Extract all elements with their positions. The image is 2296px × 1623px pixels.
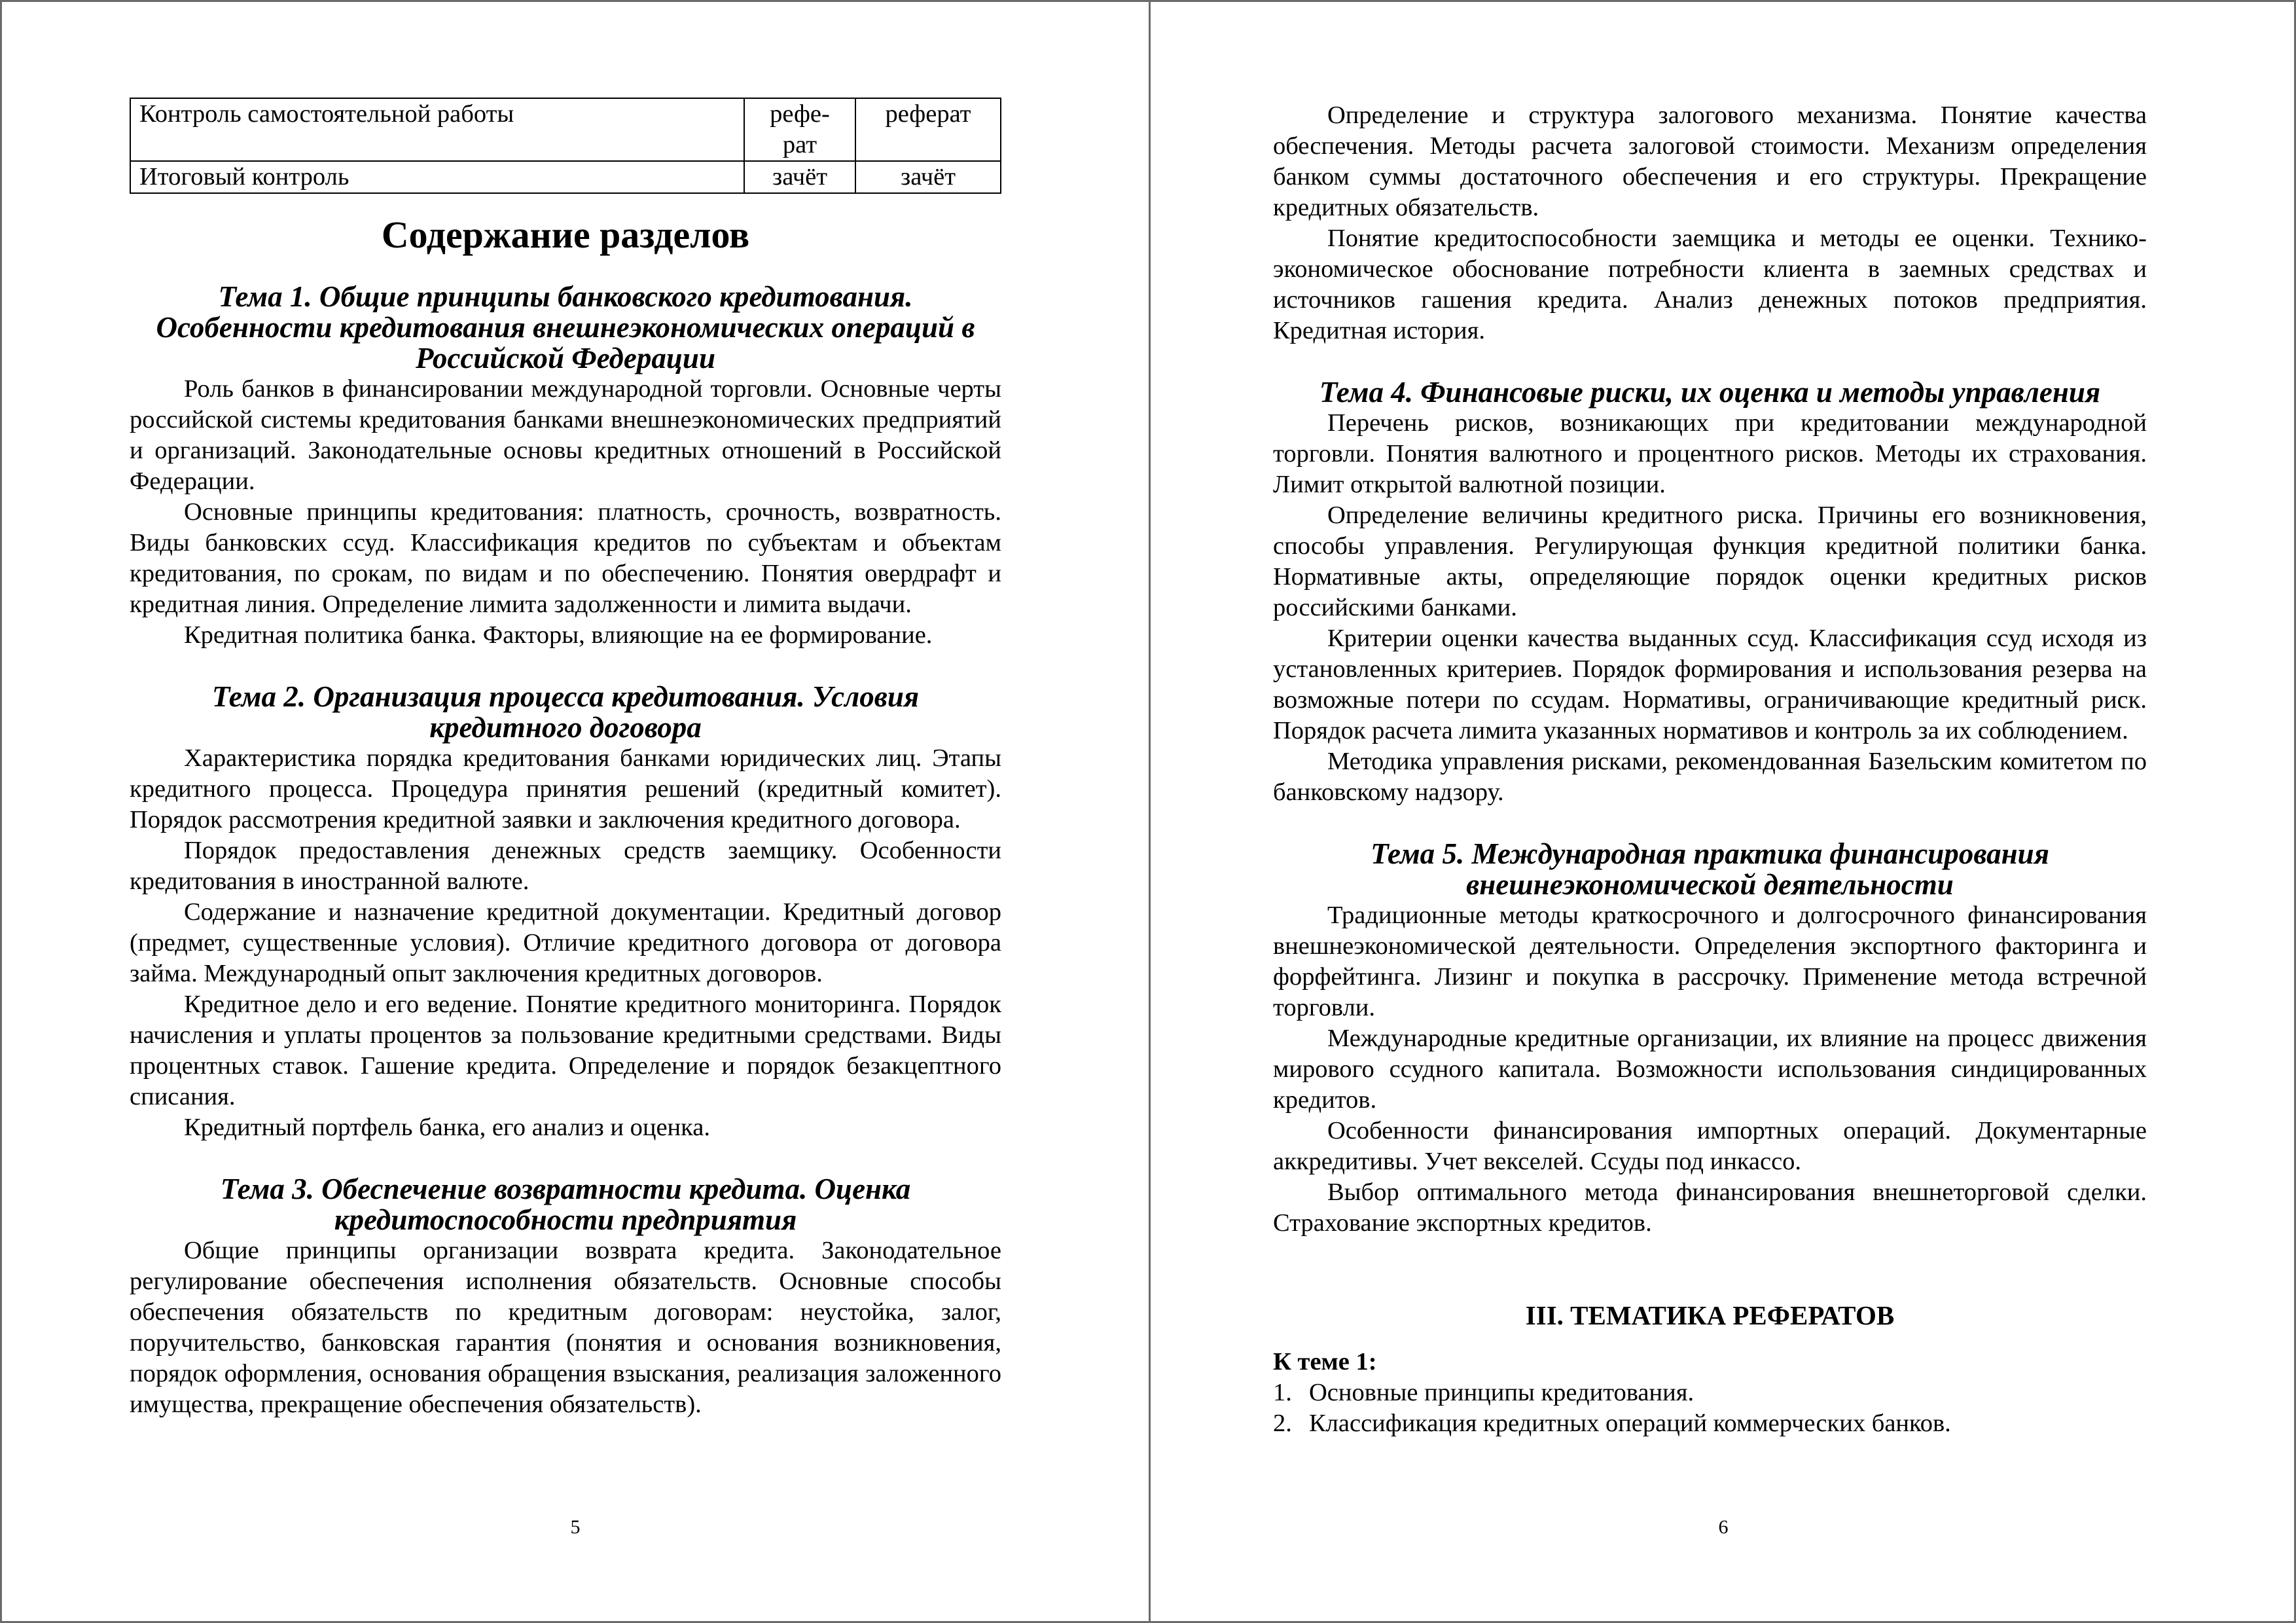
list-item — [1273, 1408, 2147, 1439]
paragraph: Методика управления рисками, рекомендованная Базельским комитетом по банковскому надзору. — [1273, 748, 2147, 806]
table-cell: Итоговый контроль — [130, 161, 744, 193]
paragraph: Выбор оптимального метода финансирования внешнеторговой сделки. Страхование экспортных кредитов. — [1273, 1178, 2147, 1237]
table-cell: зачёт — [744, 161, 855, 193]
paragraph: Характеристика порядка кредитования банками юридических лиц. Этапы кредитного процесса. Процедура принятия решений (кредитный комитет). Порядок рассмотрения кредитной заявки и заключения кредитного договора. — [130, 744, 1001, 833]
spacer — [1273, 346, 2147, 377]
essay-topic-list — [1273, 1377, 2147, 1439]
topic-3-title: Тема 3. Обеспечение возвратности кредита. Оценка кредитоспособности предприятия — [220, 1173, 911, 1236]
paragraph: Роль банков в финансировании международной торговли. Основные черты российской системы кредитования банками внешнеэкономических предприятий и организаций. Законодательные основы кредитных отношений в Российской Федерации. — [130, 375, 1001, 495]
spacer — [1273, 1239, 2147, 1300]
table-cell: зачёт — [855, 161, 1001, 193]
list-number: 2. — [1273, 1410, 1292, 1437]
paragraph: Порядок предоставления денежных средств заемщику. Особенности кредитования в иностранной валюте. — [130, 837, 1001, 895]
control-table — [130, 98, 1001, 194]
list-text: Основные принципы кредитования. — [1309, 1379, 1695, 1406]
topic-2-title: Тема 2. Организация процесса кредитования. Условия кредитного договора — [211, 680, 920, 744]
list-text: Классификация кредитных операций коммерческих банков. — [1309, 1410, 1951, 1437]
table-cell: рефе- рат — [744, 98, 855, 161]
spacer — [130, 1143, 1001, 1174]
paragraph: Определение и структура залогового механизма. Понятие качества обеспечения. Методы расчета залоговой стоимости. Механизм определения банком суммы достаточного обеспечения и его структуры. Прекращение кредитных обязательств. — [1273, 101, 2147, 221]
paragraph: Определение величины кредитного риска. Причины его возникновения, способы управления. Регулирующая функция кредитной политики банка. Нормативные акты, определяющие порядок оценки кредитных рисков российскими банками. — [1273, 501, 2147, 621]
table-cell: Контроль самостоятельной работы — [130, 98, 744, 161]
paragraph: Перечень рисков, возникающих при кредитовании международной торговли. Понятия валютного и процентного рисков. Методы их страхования. Лимит открытой валютной позиции. — [1273, 409, 2147, 498]
paragraph: Общие принципы организации возврата кредита. Законодательное регулирование обеспечения исполнения обязательств. Основные способы обеспечения обязательств по кредитным договорам: неустойка, залог, поручительство, банковская гарантия (понятия и основания возникновения, порядок оформления, основания обращения взыскания, реализация заложенного имущества, прекращение обеспечения обязательств). — [130, 1237, 1001, 1418]
list-number: 1. — [1273, 1379, 1292, 1406]
page-5-content — [130, 98, 1001, 1420]
paragraph: Особенности финансирования импортных операций. Документарные аккредитивы. Учет векселей. Ссуды под инкассо. — [1273, 1117, 2147, 1175]
paragraph: Содержание и назначение кредитной документации. Кредитный договор (предмет, существенные условия). Отличие кредитного договора от договора займа. Международный опыт заключения кредитных договоров. — [130, 898, 1001, 987]
paragraph: Кредитная политика банка. Факторы, влияющие на ее формирование. — [184, 621, 933, 649]
spacer — [130, 651, 1001, 682]
topic-5-title: Тема 5. Международная практика финансирования внешнеэкономической деятельности — [1371, 837, 2049, 901]
table-cell: реферат — [855, 98, 1001, 161]
topic-1-title: Тема 1. Общие принципы банковского кредитования. Особенности кредитования внешнеэкономических операций в Российской Федерации — [156, 280, 975, 374]
list-item — [1273, 1377, 2147, 1408]
page-number: 5 — [570, 1516, 581, 1538]
spacer — [1273, 808, 2147, 839]
to-topic-1-label: К теме 1: — [1273, 1348, 1377, 1376]
page-6 — [1151, 2, 2296, 1621]
page-6-content — [1273, 100, 2147, 1439]
table-row — [130, 161, 1001, 193]
spacer — [1273, 1331, 2147, 1347]
section-3-title: III. ТЕМАТИКА РЕФЕРАТОВ — [1525, 1300, 1895, 1330]
topic-4-title: Тема 4. Финансовые риски, их оценка и методы управления — [1319, 376, 2101, 409]
sections-title: Содержание разделов — [381, 215, 750, 256]
paragraph: Традиционные методы краткосрочного и долгосрочного финансирования внешнеэкономической деятельности. Определения экспортного факторинга и форфейтинга. Лизинг и покупка в рассрочку. Применение метода встречной торговли. — [1273, 902, 2147, 1021]
paragraph: Понятие кредитоспособности заемщика и методы ее оценки. Технико-экономическое обоснование потребности клиента в заемных средствах и источников гашения кредита. Анализ денежных потоков предприятия. Кредитная история. — [1273, 225, 2147, 344]
paragraph: Кредитное дело и его ведение. Понятие кредитного мониторинга. Порядок начисления и уплаты процентов за пользование кредитными средствами. Виды процентных ставок. Гашение кредита. Определение и порядок безакцептного списания. — [130, 991, 1001, 1110]
paragraph: Критерии оценки качества выданных ссуд. Классификация ссуд исходя из установленных критериев. Порядок формирования и использования резерва на возможные потери по ссудам. Нормативы, ограничивающие кредитный риск. Порядок расчета лимита указанных нормативов и контроль за их соблюдением. — [1273, 625, 2147, 744]
page-number: 6 — [1718, 1516, 1729, 1538]
paragraph: Кредитный портфель банка, его анализ и оценка. — [184, 1114, 710, 1141]
paragraph: Международные кредитные организации, их влияние на процесс движения мирового ссудного капитала. Возможности использования синдицированных кредитов. — [1273, 1025, 2147, 1114]
page-5 — [2, 2, 1149, 1621]
table-row — [130, 98, 1001, 161]
paragraph: Основные принципы кредитования: платность, срочность, возвратность. Виды банковских ссуд. Классификация кредитов по субъектам и объектам кредитования, по срокам, по видам и по обеспечению. Понятия овердрафт и кредитная линия. Определение лимита задолженности и лимита выдачи. — [130, 498, 1001, 618]
